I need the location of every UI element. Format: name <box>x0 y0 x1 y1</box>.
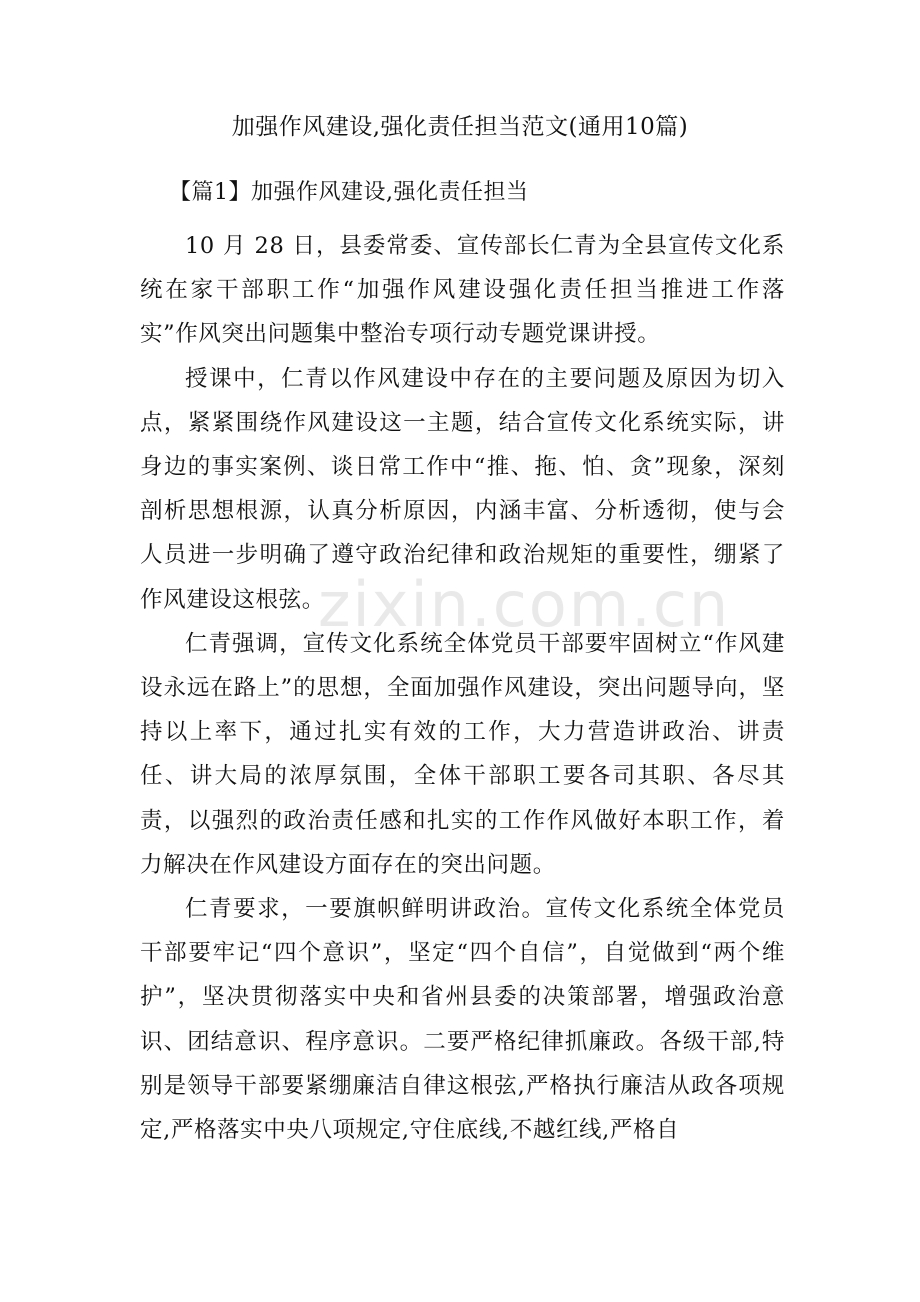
paragraph-3: 仁青强调，宣传文化系统全体党员干部要牢固树立“作风建设永远在路上”的思想，全面加强作风建设，突出问题导向，坚持以上率下，通过扎实有效的工作，大力营造讲政治、讲责任、讲大局的浓厚氛围，全体干部职工要各司其职、各尽其责，以强烈的政治责任感和扎实的工作作风做好本职工作，着力解决在作风建设方面存在的突出问题。 <box>140 630 785 878</box>
document-body <box>140 224 785 1152</box>
paragraph-1: 10 月 28 日，县委常委、宣传部长仁青为全县宣传文化系统在家干部职工作“加强作风建设强化责任担当推进工作落实”作风突出问题集中整治专项行动专题党课讲授。 <box>140 233 785 348</box>
section-heading: 【篇1】加强作风建设,强化责任担当 <box>169 180 529 205</box>
paragraph-2: 授课中，仁青以作风建设中存在的主要问题及原因为切入点，紧紧围绕作风建设这一主题，结合宣传文化系统实际，讲身边的事实案例、谈日常工作中“推、拖、怕、贪”现象，深刻剖析思想根源，认真分析原因，内涵丰富、分析透彻，使与会人员进一步明确了遵守政治纪律和政治规矩的重要性，绷紧了作风建设这根弦。 <box>140 365 785 613</box>
document-title: 加强作风建设,强化责任担当范文(通用10篇) <box>231 114 689 140</box>
watermark: zixin.com.cn <box>318 568 731 641</box>
paragraph-4: 仁青要求，一要旗帜鲜明讲政治。宣传文化系统全体党员干部要牢记“四个意识”，坚定“四个自信”，自觉做到“两个维护”，坚决贯彻落实中央和省州县委的决策部署，增强政治意识、团结意识、程序意识。二要严格纪律抓廉政。各级干部,特别是领导干部要紧绷廉洁自律这根弦,严格执行廉洁从政各项规定,严格落实中央八项规定,守住底线,不越红线,严格自 <box>140 896 785 1144</box>
